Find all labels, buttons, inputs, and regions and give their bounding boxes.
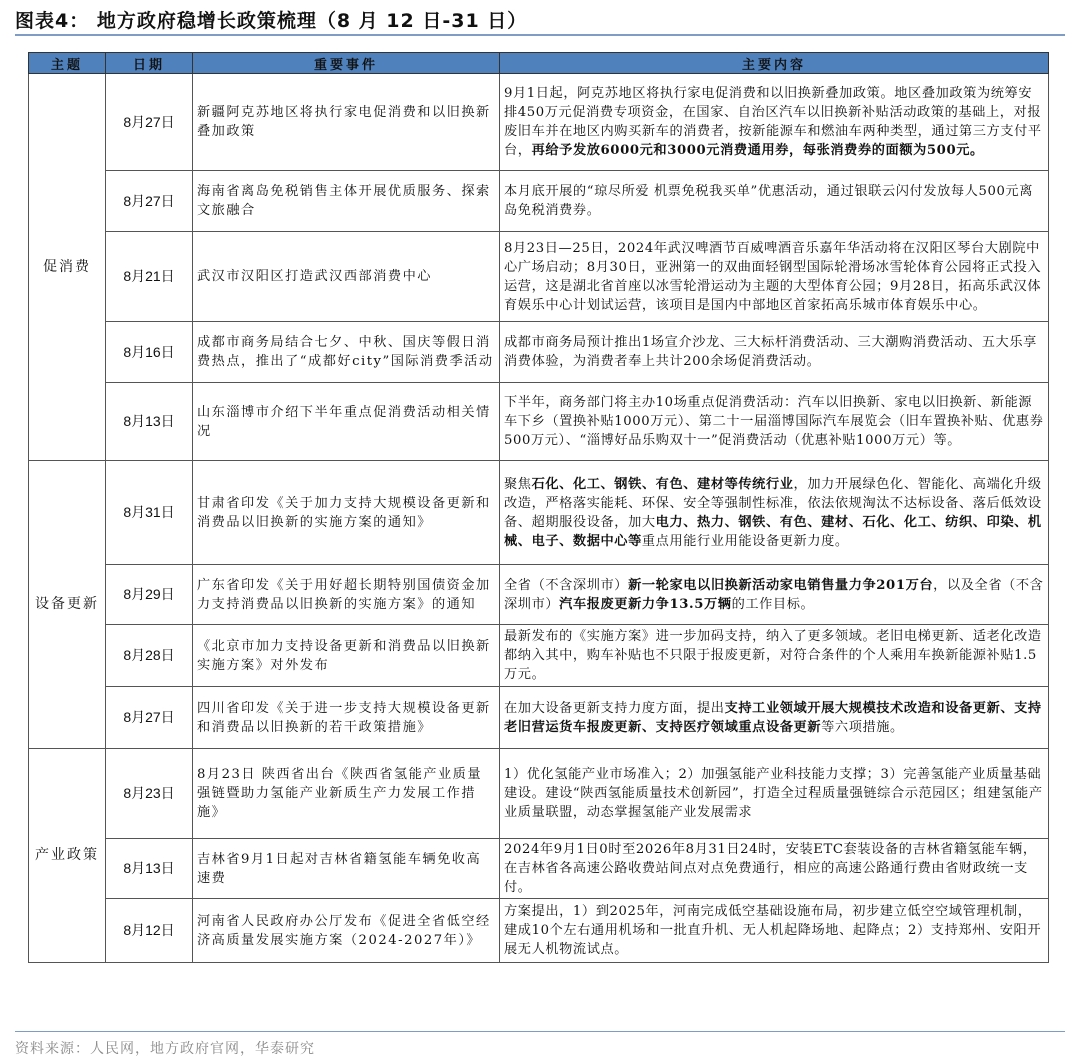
- date-cell: 8月12日: [106, 899, 193, 963]
- event-cell: 甘肃省印发《关于加力支持大规模设备更新和消费品以旧换新的实施方案的通知》: [193, 461, 500, 565]
- content-cell: [500, 749, 1049, 839]
- header-event: 重要事件: [193, 53, 500, 74]
- content-text: 最新发布的《实施方案》进一步加码支持，纳入了更多领域。老旧电梯更新、适老化改造都纳入其中，购车补贴也不只限于报废更新，对符合条件的个人乘用车换新能源补贴1.5万元。: [504, 629, 1042, 682]
- content-text: 成都市商务局预计推出1场宣介沙龙、三大标杆消费活动、三大潮购消费活动、五大乐享消费体验，为消费者奉上共计200余场促消费活动。: [504, 335, 1037, 369]
- event-cell: 新疆阿克苏地区将执行家电促消费和以旧换新叠加政策: [193, 74, 500, 171]
- content-cell: [500, 74, 1049, 171]
- content-text: 等六项措施。: [821, 719, 904, 735]
- header-date: 日期: [106, 53, 193, 74]
- date-cell: 8月27日: [106, 74, 193, 171]
- header-content: 主要内容: [500, 53, 1049, 74]
- table-row: [29, 687, 1049, 749]
- table-header-row: [29, 53, 1049, 74]
- content-text: 1）优化氢能产业市场准入；2）加强氢能产业科技能力支撑；3）完善氢能产业质量基础建设。建设“陕西氢能质量技术创新园”，打造全过程质量强链综合示范园区；组建氢能产业质量联盟，动态掌握氢能产业发展需求: [504, 767, 1043, 820]
- content-text: 聚焦: [504, 476, 532, 492]
- table-body: [29, 74, 1049, 963]
- table-row: [29, 899, 1049, 963]
- content-highlight: 支持工业领域开展大规模技术改造和设备更新、支持老旧营运货车报废更新、支持医疗领域重点设备更新: [504, 700, 1042, 735]
- content-text: 下半年，商务部门将主办10场重点促消费活动：汽车以旧换新、家电以旧换新、新能源车下乡（置换补贴1000万元）、第二十一届淄博国际汽车展览会（旧车置换补贴、优惠券500万元）、“淄博好品乐购双十一”促消费活动（优惠补贴1000万元）等。: [504, 395, 1044, 448]
- content-highlight: 电力、热力、钢铁、有色、建材、石化、化工、纺织、印染、机械、电子、数据中心等: [504, 514, 1042, 549]
- event-cell: 广东省印发《关于用好超长期特别国债资金加力支持消费品以旧换新的实施方案》的通知: [193, 565, 500, 625]
- content-highlight: 汽车报废更新力争13.5万辆: [559, 596, 732, 612]
- content-highlight: 新一轮家电以旧换新活动家电销售量力争201万台: [628, 577, 934, 593]
- date-cell: 8月27日: [106, 171, 193, 232]
- content-cell: [500, 322, 1049, 383]
- date-cell: 8月23日: [106, 749, 193, 839]
- header-topic: 主题: [29, 53, 106, 74]
- date-cell: 8月16日: [106, 322, 193, 383]
- date-cell: 8月13日: [106, 839, 193, 899]
- table-row: [29, 461, 1049, 565]
- topic-cell: 设备更新: [29, 461, 106, 749]
- event-cell: 成都市商务局结合七夕、中秋、国庆等假日消费热点，推出了“成都好city”国际消费季活动: [193, 322, 500, 383]
- table-row: [29, 749, 1049, 839]
- content-text: 9月1日起，阿克苏地区将执行家电促消费和以旧换新叠加政策。地区叠加政策为统筹安排450万元促消费专项资金，在国家、自治区汽车以旧换新补贴活动政策的基础上，对报废旧车并在地区内购买新车的消费者，按新能源车和燃油车两种类型，通过第三方支付平台，: [504, 86, 1042, 158]
- content-text: 全省（不含深圳市）: [504, 577, 629, 593]
- event-cell: 吉林省9月1日起对吉林省籍氢能车辆免收高速费: [193, 839, 500, 899]
- content-cell: [500, 171, 1049, 232]
- table-row: [29, 383, 1049, 461]
- table-row: [29, 565, 1049, 625]
- table-row: [29, 625, 1049, 687]
- content-cell: [500, 565, 1049, 625]
- content-text: 在加大设备更新支持力度方面，提出: [504, 700, 725, 716]
- content-text: 的工作目标。: [731, 596, 815, 612]
- event-cell: 8月23日 陕西省出台《陕西省氢能产业质量强链暨助力氢能产业新质生产力发展工作措施》: [193, 749, 500, 839]
- content-text: 方案提出，1）到2025年，河南完成低空基础设施布局，初步建立低空空域管理机制，建成10个左右通用机场和一批直升机、无人机起降场地、起降点；2）支持郑州、安阳开展无人机物流试点。: [504, 904, 1042, 957]
- event-cell: 《北京市加力支持设备更新和消费品以旧换新实施方案》对外发布: [193, 625, 500, 687]
- content-text: ，以及全省（不含深圳市）: [504, 577, 1044, 612]
- content-text: 8月23日—25日，2024年武汉啤酒节百威啤酒音乐嘉年华活动将在汉阳区琴台大剧院中心广场启动；8月30日，亚洲第一的双曲面轻钢型国际轮滑场冰雪轮体育公园将正式投入运营，这是湖北省首座以冰雪轮滑运动为主题的大型体育公园；9月28日，拓高乐武汉体育娱乐中心计划试运营，该项目是国内中部地区首家拓高乐城市体育娱乐中心。: [504, 240, 1042, 313]
- content-text: ，加力开展绿色化、智能化、高端化升级改造，严格落实能耗、环保、安全等强制性标准，依法依规淘汰不达标设备、落后低效设备、超期服役设备，加大: [504, 476, 1042, 530]
- date-cell: 8月31日: [106, 461, 193, 565]
- table-row: [29, 322, 1049, 383]
- table-row: [29, 839, 1049, 899]
- title-divider: [15, 34, 1065, 36]
- figure-title: 图表4： 地方政府稳增长政策梳理（8 月 12 日-31 日）: [15, 10, 528, 32]
- topic-cell: 促消费: [29, 74, 106, 461]
- policy-table: [28, 52, 1049, 963]
- content-cell: [500, 899, 1049, 963]
- topic-cell: 产业政策: [29, 749, 106, 963]
- table-row: [29, 232, 1049, 322]
- content-text: 重点用能行业用能设备更新力度。: [641, 533, 849, 549]
- table-row: [29, 171, 1049, 232]
- content-highlight: 再给予发放6000元和3000元消费通用券，每张消费券的面额为500元。: [531, 143, 984, 158]
- content-cell: [500, 839, 1049, 899]
- event-cell: 四川省印发《关于进一步支持大规模设备更新和消费品以旧换新的若干政策措施》: [193, 687, 500, 749]
- date-cell: 8月27日: [106, 687, 193, 749]
- content-cell: [500, 687, 1049, 749]
- footer-divider: [15, 1031, 1065, 1032]
- event-cell: 山东淄博市介绍下半年重点促消费活动相关情况: [193, 383, 500, 461]
- date-cell: 8月29日: [106, 565, 193, 625]
- event-cell: 武汉市汉阳区打造武汉西部消费中心: [193, 232, 500, 322]
- event-cell: 河南省人民政府办公厅发布《促进全省低空经济高质量发展实施方案（2024-2027年）》: [193, 899, 500, 963]
- source-note: 资料来源：人民网，地方政府官网，华泰研究: [15, 1041, 315, 1057]
- content-text: 本月底开展的“琼尽所爱 机票免税我买单”优惠活动，通过银联云闪付发放每人500元离岛免税消费券。: [504, 184, 1034, 218]
- content-text: 2024年9月1日0时至2026年8月31日24时，安装ETC套装设备的吉林省籍氢能车辆，在吉林省各高速公路收费站间点对点免费通行，相应的高速公路通行费由省财政统一支付。: [504, 842, 1037, 895]
- table-row: [29, 74, 1049, 171]
- content-highlight: 石化、化工、钢铁、有色、建材等传统行业: [531, 476, 794, 492]
- date-cell: 8月21日: [106, 232, 193, 322]
- date-cell: 8月13日: [106, 383, 193, 461]
- date-cell: 8月28日: [106, 625, 193, 687]
- content-cell: [500, 383, 1049, 461]
- content-cell: [500, 625, 1049, 687]
- content-cell: [500, 232, 1049, 322]
- event-cell: 海南省离岛免税销售主体开展优质服务、探索文旅融合: [193, 171, 500, 232]
- content-cell: [500, 461, 1049, 565]
